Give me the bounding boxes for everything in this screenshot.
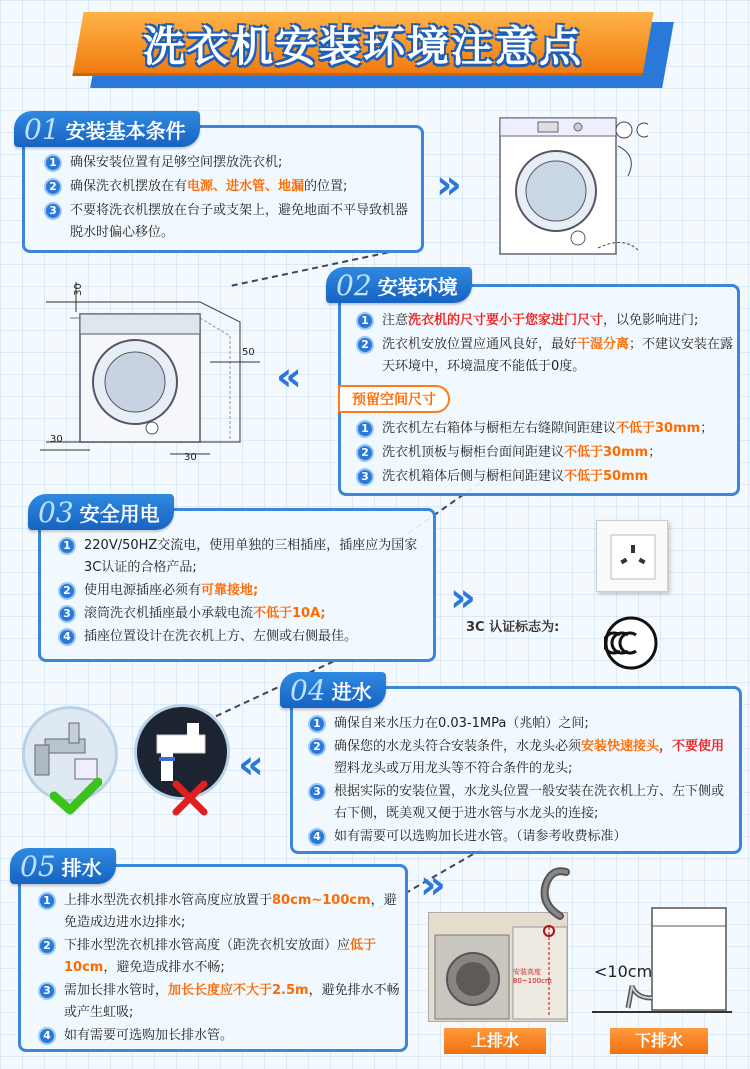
list-item [58, 626, 430, 648]
section-number: 04 [290, 673, 326, 707]
item-text: 需加长排水管时，加长长度应不大于2.5m，避免排水不畅或产生虹吸; [64, 983, 400, 1020]
section-title: 进水 [331, 679, 372, 704]
cabinet-diagram [40, 282, 272, 464]
number-badge: 3 [38, 982, 56, 1000]
check-icon [50, 776, 102, 816]
item-text: 如有需要可选购加长排水管。 [64, 1028, 234, 1043]
item-text: 注意洗衣机的尺寸要小于您家进门尺寸，以免影响进门; [382, 313, 699, 328]
number-badge: 1 [44, 154, 62, 172]
item-text: 根据实际的安装位置，水龙头位置一般安装在洗衣机上方、左下侧或右下侧，既美观又便于进水管与水龙头的连接; [334, 784, 725, 821]
number-badge: 4 [308, 828, 326, 846]
list-item [356, 442, 734, 464]
chevron-right-icon: » [450, 575, 468, 621]
lower-dim-label: <10cm [594, 962, 653, 981]
dim-right-label: 50 [242, 347, 255, 358]
section-4-label [280, 672, 386, 708]
section-5-list [38, 890, 402, 1047]
number-badge: 2 [38, 937, 56, 955]
list-item [356, 466, 734, 488]
item-text: 220V/50HZ交流电，使用单独的三相插座，插座应为国家3C认证的合格产品; [84, 538, 418, 575]
ccc-logo [604, 616, 658, 670]
dim-bottom-left-label: 30 [50, 434, 63, 445]
list-item [356, 310, 734, 332]
dim-top-label: 30 [72, 283, 84, 296]
section-1-list [44, 152, 414, 244]
section-title: 安装环境 [377, 274, 458, 299]
item-text: 洗衣机箱体后侧与橱柜间距建议不低于50mm [382, 469, 649, 484]
number-badge: 1 [356, 420, 374, 438]
chevron-left-icon: « [238, 742, 256, 788]
upper-drain-photo [428, 912, 568, 1022]
chevron-right-icon: » [436, 162, 454, 208]
number-badge: 2 [356, 444, 374, 462]
list-item [44, 200, 414, 244]
section-2-reserve-list [356, 418, 734, 488]
lower-drain-label: 下排水 [610, 1028, 708, 1054]
section-4-list [308, 713, 736, 848]
number-badge: 2 [308, 738, 326, 756]
list-item [356, 418, 734, 440]
list-item [308, 781, 736, 825]
item-text: 洗衣机顶板与橱柜台面间距建议不低于30mm； [382, 445, 662, 460]
number-badge: 4 [38, 1027, 56, 1045]
power-socket-image [596, 520, 668, 592]
number-badge: 1 [356, 312, 374, 330]
section-number: 03 [38, 495, 74, 529]
list-item [44, 176, 414, 198]
list-item [308, 713, 736, 735]
number-badge: 1 [308, 715, 326, 733]
item-text: 使用电源插座必须有可靠接地; [84, 583, 259, 598]
section-title: 安全用电 [79, 501, 160, 526]
item-text: 确保洗衣机摆放在有电源、进水管、地漏的位置; [70, 179, 348, 194]
list-item [38, 1025, 402, 1047]
number-badge: 1 [58, 537, 76, 555]
reserved-space-label: 预留空间尺寸 [338, 385, 450, 413]
number-badge: 3 [356, 468, 374, 486]
certification-label: 3C 认证标志为: [466, 620, 560, 635]
dim-bottom-mid-label: 30 [184, 452, 197, 463]
list-item [58, 535, 430, 579]
item-text: 如有需要可以选购加长进水管。（请参考收费标准） [334, 829, 627, 844]
title-banner [78, 8, 668, 90]
list-item [38, 980, 402, 1024]
number-badge: 1 [38, 892, 56, 910]
section-title: 安装基本条件 [65, 118, 186, 143]
item-text: 洗衣机安放位置应通风良好，最好干湿分离；不建议安装在露天环境中，环境温度不能低于0度。 [382, 337, 734, 374]
item-text: 滚筒洗衣机插座最小承载电流不低于10A; [84, 606, 326, 621]
list-item [356, 334, 734, 378]
list-item [38, 890, 402, 934]
item-text: 确保您的水龙头符合安装条件，水龙头必须安装快速接头，不要使用塑料龙头或万用龙头等不符合条件的龙头; [334, 739, 725, 776]
number-badge: 3 [44, 202, 62, 220]
upper-drain-label: 上排水 [444, 1028, 546, 1054]
washing-machine-illustration [498, 116, 648, 264]
chevron-right-icon: » [420, 862, 438, 908]
list-item [44, 152, 414, 174]
item-text: 下排水型洗衣机排水管高度（距洗衣机安放面）应低于10cm，避免造成排水不畅; [64, 938, 377, 975]
item-text: 不要将洗衣机摆放在台子或支架上，避免地面不平导致机器脱水时偏心移位。 [70, 203, 409, 240]
list-item [58, 603, 430, 625]
chevron-left-icon: « [276, 354, 294, 400]
section-number: 01 [24, 112, 60, 146]
section-number: 02 [336, 268, 372, 302]
height-note: 安装高度80~100cm [513, 968, 552, 985]
item-text: 插座位置设计在洗衣机上方、左侧或右侧最佳。 [84, 629, 358, 644]
number-badge: 4 [58, 628, 76, 646]
section-5-label [10, 848, 116, 884]
item-text: 确保安装位置有足够空间摆放洗衣机; [70, 155, 283, 170]
number-badge: 3 [308, 783, 326, 801]
section-1-label [14, 111, 200, 147]
section-3-list [58, 535, 430, 648]
section-3-label [28, 494, 174, 530]
number-badge: 2 [44, 178, 62, 196]
list-item [308, 826, 736, 848]
lower-drain-diagram [592, 902, 732, 1022]
item-text: 确保自来水压力在0.03-1MPa（兆帕）之间; [334, 716, 589, 731]
number-badge: 2 [58, 582, 76, 600]
drain-hose-image [532, 864, 572, 920]
cross-icon [170, 778, 210, 818]
section-title: 排水 [61, 855, 102, 880]
item-text: 洗衣机左右箱体与橱柜左右缝隙间距建议不低于30mm； [382, 421, 714, 436]
list-item [308, 736, 736, 780]
number-badge: 2 [356, 336, 374, 354]
item-text: 上排水型洗衣机排水管高度应放置于80cm~100cm，避免造成边进水边排水; [64, 893, 397, 930]
section-2-label [326, 267, 472, 303]
page-title: 洗衣机安装环境注意点 [142, 22, 583, 71]
section-number: 05 [20, 849, 56, 883]
list-item [58, 580, 430, 602]
list-item [38, 935, 402, 979]
section-2-list [356, 310, 734, 378]
number-badge: 3 [58, 605, 76, 623]
